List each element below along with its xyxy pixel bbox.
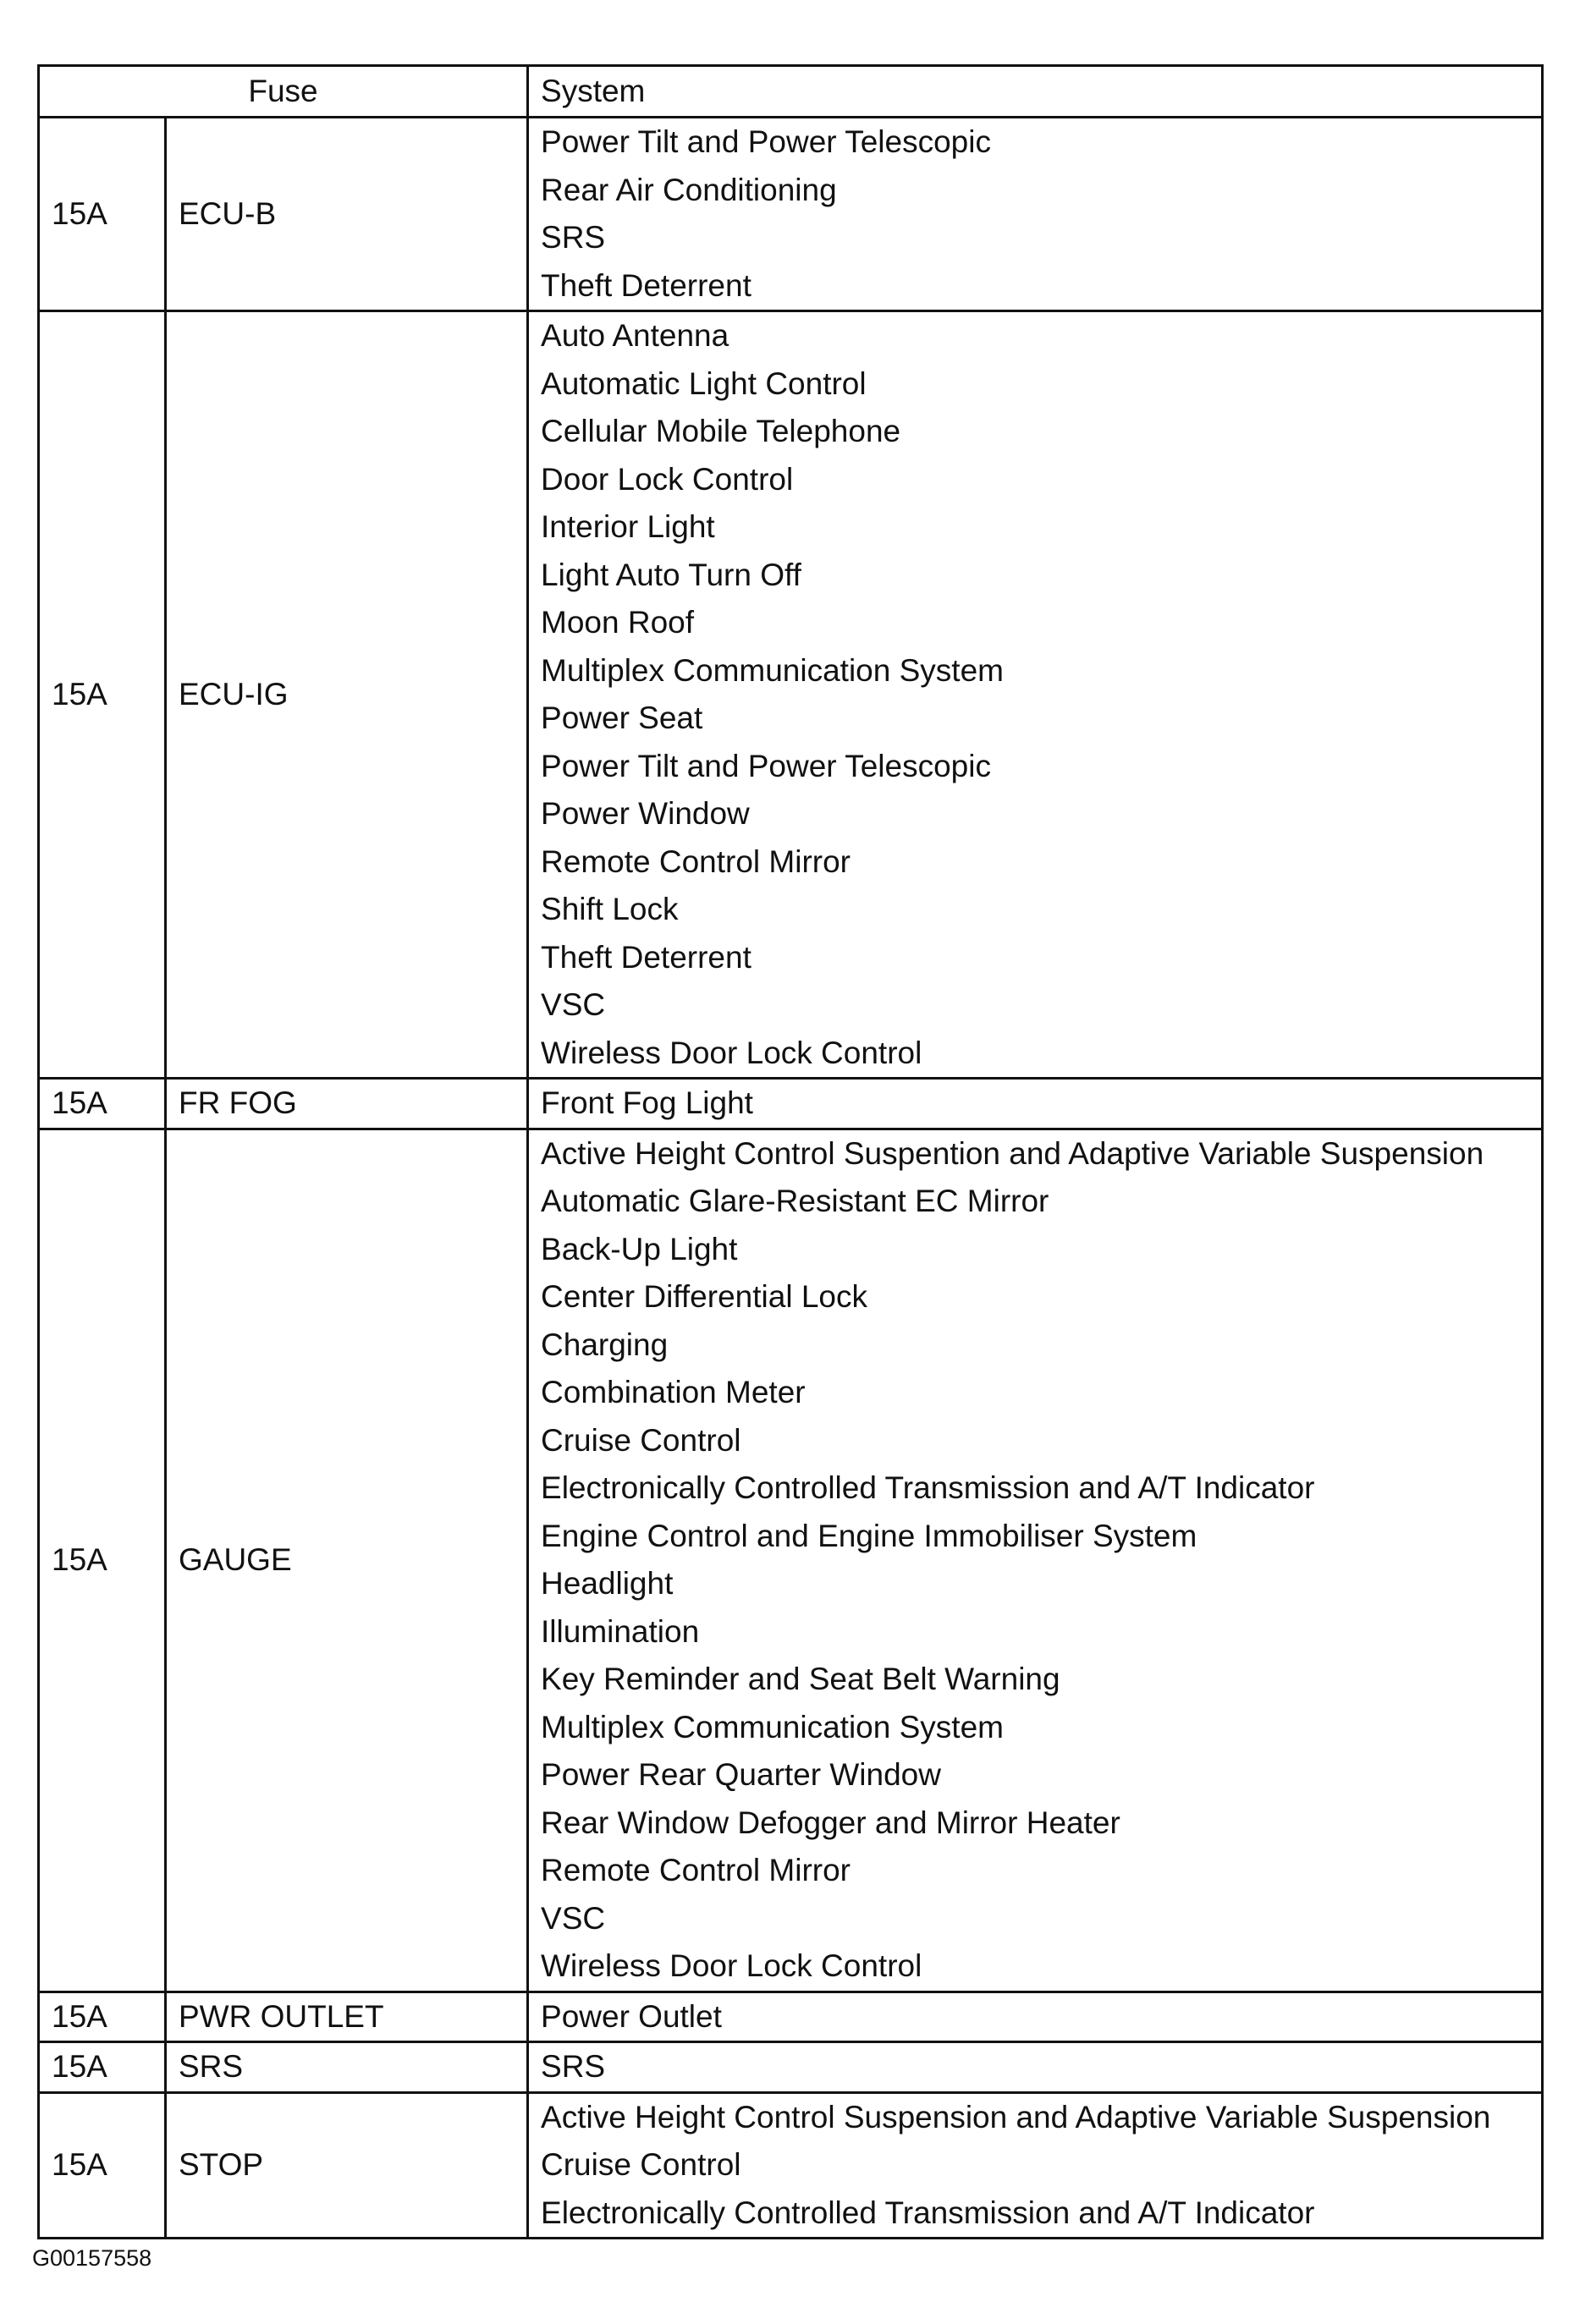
system-item: Charging (541, 1327, 669, 1362)
figure-code: G00157558 (32, 2245, 152, 2271)
system-item: Multiplex Communication System (541, 1709, 1004, 1744)
system-item: Rear Window Defogger and Mirror Heater (541, 1805, 1120, 1840)
system-item: Remote Control Mirror (541, 843, 851, 879)
system-item: Power Rear Quarter Window (541, 1757, 941, 1792)
fuse-name: PWR OUTLET (166, 1992, 528, 2042)
system-item: Rear Air Conditioning (541, 172, 837, 207)
fuse-name: STOP (166, 2092, 528, 2239)
system-item: VSC (541, 987, 606, 1022)
system-item: VSC (541, 1900, 606, 1936)
fuse-name: ECU-IG (166, 311, 528, 1079)
fuse-amperage: 15A (39, 118, 166, 311)
system-item: SRS (541, 220, 606, 255)
system-list (528, 1079, 1543, 1129)
table-header-row (39, 66, 1543, 118)
system-item: Shift Lock (541, 892, 679, 926)
fuse-name: SRS (166, 2042, 528, 2093)
system-item: Door Lock Control (541, 461, 794, 497)
system-item: Engine Control and Engine Immobiliser System (541, 1518, 1197, 1553)
system-item: Back-Up Light (541, 1231, 738, 1266)
system-list (528, 1992, 1543, 2042)
system-item: Wireless Door Lock Control (541, 1948, 922, 1983)
system-list (528, 1129, 1543, 1992)
system-item: Power Tilt and Power Telescopic (541, 748, 991, 783)
system-list (528, 2042, 1543, 2093)
header-fuse: Fuse (39, 66, 528, 118)
system-item: Multiplex Communication System (541, 652, 1004, 688)
fuse-name: ECU-B (166, 118, 528, 311)
fuse-name: GAUGE (166, 1129, 528, 1992)
system-item: Moon Roof (541, 605, 695, 640)
table-row (39, 1129, 1543, 1992)
fuse-amperage: 15A (39, 2042, 166, 2093)
system-item: Remote Control Mirror (541, 1853, 851, 1887)
system-item: Headlight (541, 1566, 674, 1601)
header-system: System (528, 66, 1543, 118)
system-item: Cruise Control (541, 1422, 741, 1458)
system-item: Power Outlet (541, 1998, 722, 2034)
system-item: Power Tilt and Power Telescopic (541, 124, 991, 159)
system-item: Front Fog Light (541, 1085, 753, 1120)
system-item: Power Seat (541, 700, 703, 735)
system-item: Key Reminder and Seat Belt Warning (541, 1662, 1060, 1696)
system-list (528, 311, 1543, 1079)
table-row (39, 118, 1543, 311)
system-item: Power Window (541, 796, 750, 831)
fuse-amperage: 15A (39, 1129, 166, 1992)
fuse-system-table (37, 64, 1544, 2239)
table-row (39, 311, 1543, 1079)
system-item: Active Height Control Suspention and Adaptive Variable Suspension (541, 1135, 1484, 1171)
fuse-amperage: 15A (39, 1992, 166, 2042)
fuse-name: FR FOG (166, 1079, 528, 1129)
system-item: Automatic Glare-Resistant EC Mirror (541, 1184, 1049, 1218)
system-item: Interior Light (541, 509, 715, 544)
system-item: Theft Deterrent (541, 939, 751, 975)
table-row (39, 2092, 1543, 2239)
system-item: Center Differential Lock (541, 1279, 867, 1314)
fuse-amperage: 15A (39, 1079, 166, 1129)
system-item: Wireless Door Lock Control (541, 1035, 922, 1070)
system-item: Electronically Controlled Transmission and A/T Indicator (541, 2195, 1315, 2230)
system-item: Illumination (541, 1613, 700, 1649)
system-item: Automatic Light Control (541, 365, 867, 401)
system-item: Cellular Mobile Telephone (541, 414, 901, 448)
system-item: Auto Antenna (541, 318, 729, 353)
system-item: Active Height Control Suspension and Adaptive Variable Suspension (541, 2099, 1491, 2134)
table-body (39, 118, 1543, 2239)
system-list (528, 2092, 1543, 2239)
table-row (39, 1079, 1543, 1129)
fuse-amperage: 15A (39, 311, 166, 1079)
fuse-amperage: 15A (39, 2092, 166, 2239)
system-item: Light Auto Turn Off (541, 557, 801, 592)
system-item: Electronically Controlled Transmission and A/T Indicator (541, 1470, 1315, 1505)
table-row (39, 2042, 1543, 2093)
system-item: Combination Meter (541, 1375, 806, 1409)
system-item: Cruise Control (541, 2147, 741, 2182)
system-item: Theft Deterrent (541, 267, 751, 303)
system-item: SRS (541, 2049, 606, 2084)
system-list (528, 118, 1543, 311)
table-row (39, 1992, 1543, 2042)
